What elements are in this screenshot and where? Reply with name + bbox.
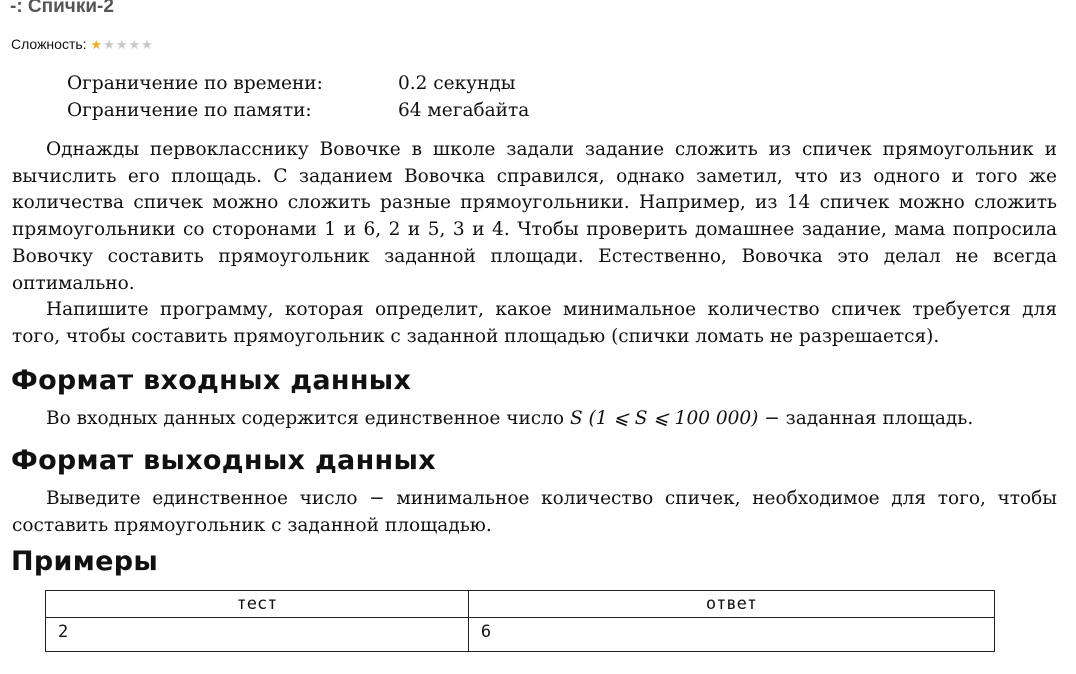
examples-header-row: [46, 591, 995, 618]
column-header-answer: ответ: [468, 591, 994, 618]
example-input-cell: 2: [46, 618, 469, 652]
difficulty-stars: [91, 38, 154, 51]
problem-title: -: Спички-2: [10, 0, 114, 17]
star-filled-icon: ★: [90, 36, 103, 52]
column-header-test: тест: [46, 591, 469, 618]
input-format-text: [12, 406, 1057, 433]
time-limit-row: [67, 70, 529, 97]
input-format-heading: Формат входных данных: [11, 365, 412, 396]
time-limit-label: Ограничение по времени:: [67, 73, 323, 94]
table-row: [46, 618, 995, 652]
examples-table: [45, 590, 995, 652]
difficulty-label: Сложность:: [11, 36, 87, 52]
input-format-paragraph: [12, 406, 1057, 433]
output-format-text: [12, 486, 1057, 539]
output-format-heading: Формат выходных данных: [11, 445, 436, 476]
examples-heading: Примеры: [11, 546, 159, 577]
star-empty-icon: ★: [128, 36, 141, 52]
limits-block: [67, 70, 529, 124]
input-constraint-math: S (1 ⩽ S ⩽ 100 000): [569, 408, 759, 429]
statement-paragraph: Однажды первокласснику Вовочке в школе задали задание сложить из спичек прямоугольник и вычислить его площадь. С заданием Вовочка справился, однако заметил, что из одного и того же количества спичек можно сложить разные прямоугольники. Например, из 14 спичек можно сложить прямоугольники со сторонами 1 и 6, 2 и 5, 3 и 4. Чтобы проверить домашнее задание, мама попросила Вовочку составить прямоугольник заданной площади. Естественно, Вовочка это делал не всегда оптимально.: [12, 139, 1057, 294]
output-format-paragraph: Выведите единственное число − минимальное количество спичек, необходимое для того, чтобы составить прямоугольник с заданной площадью.: [12, 488, 1057, 536]
memory-limit-value: 64 мегабайта: [398, 100, 530, 121]
star-empty-icon: ★: [115, 36, 128, 52]
time-limit-value: 0.2 секунды: [398, 73, 516, 94]
problem-statement: [12, 137, 1057, 351]
input-text-after: − заданная площадь.: [758, 408, 974, 429]
memory-limit-label: Ограничение по памяти:: [67, 100, 312, 121]
input-text-before: Во входных данных содержится единственное число: [46, 408, 570, 429]
example-output-cell: 6: [468, 618, 994, 652]
difficulty-rating: [11, 36, 154, 52]
star-empty-icon: ★: [141, 36, 153, 52]
memory-limit-row: [67, 97, 529, 124]
statement-paragraph: Напишите программу, которая определит, какое минимальное количество спичек требуется для того, чтобы составить прямоугольник с заданной площадью (спички ломать не разрешается).: [12, 299, 1057, 347]
star-empty-icon: ★: [103, 36, 115, 52]
